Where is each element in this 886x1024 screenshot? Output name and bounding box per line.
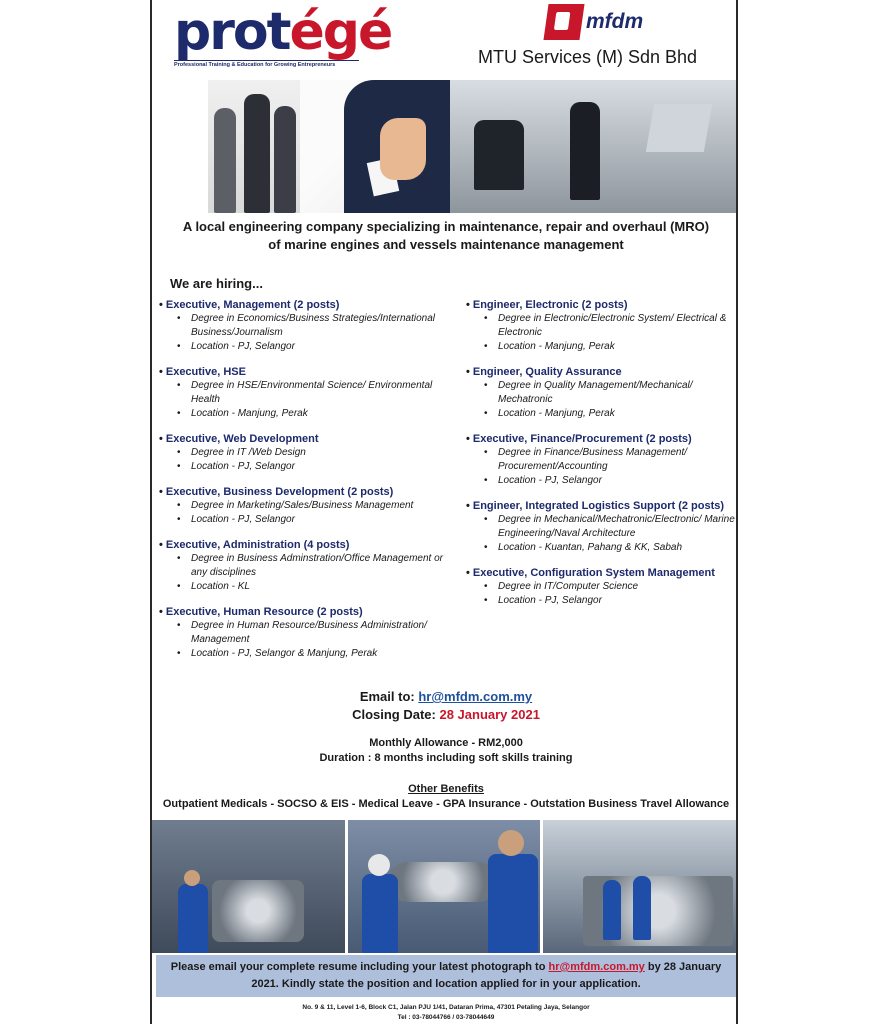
workshop-photos xyxy=(152,820,736,953)
job-title-text: Engineer, Electronic (2 posts) xyxy=(472,299,628,311)
closing-date-label: Closing Date: xyxy=(352,707,440,722)
job-requirements xyxy=(159,552,449,594)
bullet-icon: • xyxy=(159,299,163,311)
job-requirement: • Location - PJ, Selangor xyxy=(484,474,736,488)
company-description-line-1: A local engineering company specializing in maintenance, repair and overhaul (MRO) xyxy=(182,219,710,234)
job-requirement: • Location - Manjung, Perak xyxy=(484,407,736,421)
job-title xyxy=(466,298,736,312)
job-requirement: • Degree in IT /Web Design xyxy=(177,446,449,460)
business-people-photo xyxy=(208,80,300,213)
email-line xyxy=(152,689,738,704)
job-requirements xyxy=(159,312,449,354)
job-listing xyxy=(466,365,736,421)
email-link[interactable]: hr@mfdm.com.my xyxy=(418,689,533,704)
job-requirement: • Degree in Human Resource/Business Administration/ Management xyxy=(177,619,449,647)
job-requirement: • Location - KL xyxy=(177,580,449,594)
closing-date: 28 January 2021 xyxy=(439,707,540,722)
email-label: Email to: xyxy=(359,689,419,704)
technicians-photo xyxy=(348,820,541,953)
application-text-2: by 28 January xyxy=(644,961,722,973)
job-requirements xyxy=(159,446,449,474)
job-listing xyxy=(159,605,449,661)
company-address xyxy=(152,1003,738,1023)
application-email-link[interactable]: hr@mfdm.com.my xyxy=(548,961,645,973)
job-requirement: • Degree in Marketing/Sales/Business Management xyxy=(177,499,449,513)
job-title-text: Executive, Finance/Procurement (2 posts) xyxy=(472,433,692,445)
job-requirement: • Degree in Economics/Business Strategies/International Business/Journalism xyxy=(177,312,449,340)
job-requirement: • Degree in HSE/Environmental Science/ Environmental Health xyxy=(177,379,449,407)
protege-wordmark xyxy=(174,2,436,62)
job-title xyxy=(159,432,449,446)
job-list-right xyxy=(466,298,736,619)
job-requirements xyxy=(159,619,449,661)
protege-wordmark-part1: prot xyxy=(174,2,290,62)
bullet-icon: • xyxy=(159,366,163,378)
address-line-1: No. 9 & 11, Level 1-6, Block C1, Jalan PJU 1/41, Dataran Prima, 47301 Petaling Jaya, Selangor xyxy=(302,1004,590,1011)
office-meeting-photo xyxy=(450,80,736,213)
job-requirements xyxy=(466,379,736,421)
protege-wordmark-part2: égé xyxy=(289,2,392,62)
job-title xyxy=(466,432,736,446)
job-requirement: • Degree in Quality Management/Mechanical/ Mechatronic xyxy=(484,379,736,407)
application-text-line-2: 2021. Kindly state the position and location applied for in your application. xyxy=(251,978,641,990)
job-requirements xyxy=(466,580,736,608)
bullet-icon: • xyxy=(466,500,470,512)
job-list-left xyxy=(159,298,449,672)
job-requirement: • Location - Manjung, Perak xyxy=(484,340,736,354)
job-listing xyxy=(466,432,736,488)
job-title-text: Engineer, Integrated Logistics Support (2 posts) xyxy=(472,500,725,512)
job-listing xyxy=(159,298,449,354)
mfdm-logo xyxy=(546,4,643,40)
job-title xyxy=(466,566,736,580)
job-requirement: • Location - PJ, Selangor xyxy=(177,340,449,354)
job-requirement: • Degree in Electronic/Electronic System/ Electrical & Electronic xyxy=(484,312,736,340)
address-phone: Tel : 03-78044766 / 03-78044649 xyxy=(397,1014,495,1021)
job-requirements xyxy=(466,312,736,354)
protege-logo xyxy=(174,2,436,68)
job-listing xyxy=(159,485,449,527)
monthly-allowance: Monthly Allowance - RM2,000 xyxy=(369,737,523,749)
engine-test-bay-photo xyxy=(543,820,736,953)
bullet-icon: • xyxy=(466,567,470,579)
hiring-heading: We are hiring... xyxy=(170,276,263,291)
job-listing xyxy=(159,432,449,474)
company-description xyxy=(166,218,726,254)
job-title-text: Engineer, Quality Assurance xyxy=(472,366,622,378)
job-listing xyxy=(159,365,449,421)
job-title-text: Executive, Business Development (2 posts) xyxy=(165,486,394,498)
protege-tagline: Professional Training & Education for Growing Entrepreneurs xyxy=(174,60,359,68)
job-title xyxy=(159,298,449,312)
job-listing xyxy=(466,499,736,555)
hero-image xyxy=(208,80,736,213)
job-requirement: • Degree in Finance/Business Management/ Procurement/Accounting xyxy=(484,446,736,474)
mfdm-logo-icon xyxy=(543,4,584,40)
bullet-icon: • xyxy=(159,606,163,618)
closing-date-line xyxy=(152,707,738,722)
job-title xyxy=(159,365,449,379)
bullet-icon: • xyxy=(159,486,163,498)
job-title-text: Executive, Human Resource (2 posts) xyxy=(165,606,363,618)
job-listing xyxy=(466,566,736,608)
job-requirements xyxy=(159,499,449,527)
job-listing xyxy=(466,298,736,354)
job-requirements xyxy=(159,379,449,421)
job-requirements xyxy=(466,513,736,555)
job-title xyxy=(159,605,449,619)
job-title xyxy=(466,499,736,513)
job-title-text: Executive, Web Development xyxy=(165,433,319,445)
application-instructions xyxy=(156,955,736,997)
job-title xyxy=(159,485,449,499)
job-requirement: • Degree in Business Adminstration/Office Management or any disciplines xyxy=(177,552,449,580)
company-name: MTU Services (M) Sdn Bhd xyxy=(478,47,698,67)
job-title-text: Executive, Administration (4 posts) xyxy=(165,539,350,551)
benefits-list: Outpatient Medicals - SOCSO & EIS - Medical Leave - GPA Insurance - Outstation Business Travel Allowance xyxy=(162,798,730,810)
job-requirement: • Degree in IT/Computer Science xyxy=(484,580,736,594)
job-requirement: • Location - PJ, Selangor xyxy=(177,460,449,474)
job-requirement: • Location - Manjung, Perak xyxy=(177,407,449,421)
job-requirements xyxy=(466,446,736,488)
job-requirement: • Degree in Mechanical/Mechatronic/Electronic/ Marine Engineering/Naval Architecture xyxy=(484,513,736,541)
handshake-photo xyxy=(300,80,450,213)
bullet-icon: • xyxy=(159,433,163,445)
benefits-title: Other Benefits xyxy=(408,783,484,795)
job-requirement: • Location - PJ, Selangor xyxy=(177,513,449,527)
application-text-1: Please email your complete resume including your latest photograph to xyxy=(170,961,549,973)
job-title-text: Executive, HSE xyxy=(165,366,246,378)
duration: Duration : 8 months including soft skills training xyxy=(319,752,573,764)
job-requirement: • Location - PJ, Selangor & Manjung, Perak xyxy=(177,647,449,661)
bullet-icon: • xyxy=(159,539,163,551)
job-requirement: • Location - Kuantan, Pahang & KK, Sabah xyxy=(484,541,736,555)
job-title xyxy=(466,365,736,379)
job-poster xyxy=(150,0,738,1024)
engine-workshop-photo xyxy=(152,820,345,953)
bullet-icon: • xyxy=(466,299,470,311)
job-listing xyxy=(159,538,449,594)
company-description-line-2: of marine engines and vessels maintenance management xyxy=(268,237,624,252)
job-title-text: Executive, Management (2 posts) xyxy=(165,299,340,311)
job-requirement: • Location - PJ, Selangor xyxy=(484,594,736,608)
job-title-text: Executive, Configuration System Management xyxy=(472,567,715,579)
bullet-icon: • xyxy=(466,366,470,378)
mfdm-logo-text: mfdm xyxy=(586,10,644,33)
job-title xyxy=(159,538,449,552)
bullet-icon: • xyxy=(466,433,470,445)
